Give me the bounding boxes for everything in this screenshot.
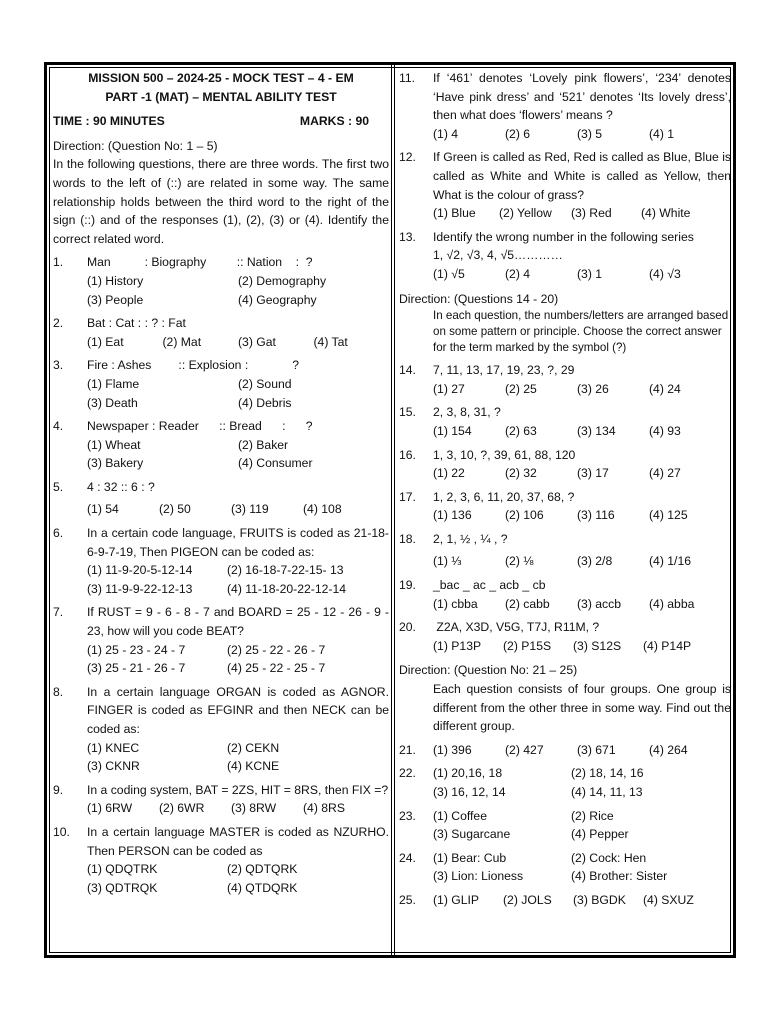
option-4: (4) SXUZ xyxy=(643,892,694,907)
direction-title: Direction: (Question No: 1 – 5) xyxy=(53,138,218,153)
option-1: (1) Wheat xyxy=(87,437,141,452)
option-3: (3) BGDK xyxy=(573,892,626,907)
question-number: 15. xyxy=(399,405,416,420)
question-text: In a certain code language, FRUITS is coded as 21-18-6-9-7-19, Then PIGEON can be coded as: xyxy=(87,526,389,559)
paper-subtitle: PART -1 (MAT) – MENTAL ABILITY TEST xyxy=(105,89,337,104)
question-number: 5. xyxy=(53,479,64,494)
option-2: (2) Mat xyxy=(162,334,202,349)
option-3: (3) 671 xyxy=(577,742,616,757)
time-label: TIME : 90 MINUTES xyxy=(53,114,165,129)
option-1: (1) 396 xyxy=(433,742,472,757)
option-1: (1) 136 xyxy=(433,508,472,523)
option-4: (4) 27 xyxy=(649,466,681,481)
option-2: (2) JOLS xyxy=(503,892,552,907)
direction-14-20 xyxy=(399,290,731,357)
option-3: (3) CKNR xyxy=(87,759,140,774)
option-3: (3) 116 xyxy=(577,508,615,523)
option-2: (2) Baker xyxy=(238,437,289,452)
question-2 xyxy=(53,314,389,351)
option-3: (3) Lion: Lioness xyxy=(433,869,524,884)
direction-1-5 xyxy=(53,137,389,249)
option-3: (3) accb xyxy=(577,596,622,611)
question-number: 4. xyxy=(53,419,64,434)
option-1: (1) 27 xyxy=(433,381,465,396)
question-number: 24. xyxy=(399,850,416,865)
question-text: Bat : Cat : : ? : Fat xyxy=(87,316,186,331)
option-4: (4) 24 xyxy=(649,381,681,396)
question-11 xyxy=(399,69,731,143)
question-number: 6. xyxy=(53,526,64,541)
option-2: (2) cabb xyxy=(505,596,550,611)
question-17 xyxy=(399,488,731,525)
question-number: 21. xyxy=(399,742,416,757)
option-1: (1) 25 - 23 - 24 - 7 xyxy=(87,642,186,657)
question-number: 18. xyxy=(399,531,416,546)
question-9 xyxy=(53,781,389,818)
option-1: (1) 11-9-20-5-12-14 xyxy=(87,563,193,578)
question-number: 7. xyxy=(53,605,64,620)
question-6 xyxy=(53,524,389,598)
option-3: (3) 11-9-9-22-12-13 xyxy=(87,581,193,596)
option-4: (4) 264 xyxy=(649,742,688,757)
option-3: (3) 1 xyxy=(577,266,603,281)
question-number: 13. xyxy=(399,229,416,244)
question-5 xyxy=(53,478,389,519)
option-1: (1) 6RW xyxy=(87,801,133,816)
option-1: (1) History xyxy=(87,273,144,288)
option-4: (4) 14, 11, 13 xyxy=(571,785,643,799)
option-4: (4) 1/16 xyxy=(649,554,692,569)
direction-title: Direction: (Questions 14 - 20) xyxy=(399,291,559,306)
question-text: If Green is called as Red, Red is called as Blue, Blue is called as White and White is called as Yellow, then What is the colour of grass? xyxy=(433,150,731,202)
option-4: (4) Consumer xyxy=(238,456,313,471)
option-3: (3) 134 xyxy=(577,423,616,438)
question-text: _bac _ ac _ acb _ cb xyxy=(433,578,546,593)
option-1: (1) Bear: Cub xyxy=(433,850,507,865)
option-3: (3) Gat xyxy=(238,334,276,349)
question-number: 19. xyxy=(399,578,416,593)
option-2: (2) Sound xyxy=(238,376,292,391)
option-1: (1) P13P xyxy=(433,638,482,653)
option-2: (2) 18, 14, 16 xyxy=(571,766,644,781)
option-3: (3) 5 xyxy=(577,126,603,141)
question-25 xyxy=(399,891,731,910)
question-4 xyxy=(53,417,389,473)
question-text: If ‘461’ denotes ‘Lovely pink flowers’, ‘234’ denotes ‘Have pink dress’ and ‘521’ denotes ‘Its lovely dress’, then what does ‘flowers’ means ? xyxy=(433,71,731,123)
question-text: 2, 1, ½ , ¼ , ? xyxy=(433,531,508,546)
option-1: (1) 22 xyxy=(433,466,465,481)
option-2: (2) 6WR xyxy=(159,801,205,816)
paper-title: MISSION 500 – 2024-25 - MOCK TEST – 4 - EM xyxy=(88,71,354,85)
right-column xyxy=(399,69,731,910)
question-12 xyxy=(399,148,731,222)
question-21 xyxy=(399,741,731,760)
question-number: 22. xyxy=(399,766,416,781)
option-4: (4) 11-18-20-22-12-14 xyxy=(227,581,347,596)
option-2: (2) 427 xyxy=(505,742,544,757)
option-2: (2) 4 xyxy=(505,266,531,281)
option-2: (2) 6 xyxy=(505,126,531,141)
question-14 xyxy=(399,361,731,398)
question-1 xyxy=(53,253,389,309)
question-number: 23. xyxy=(399,808,416,823)
option-3: (3) 16, 12, 14 xyxy=(433,785,506,799)
option-4: (4) Pepper xyxy=(571,827,629,842)
left-column xyxy=(53,69,389,897)
question-number: 11. xyxy=(399,71,416,85)
option-3: (3) QDTRQK xyxy=(87,880,158,895)
question-text: Man : Biography :: Nation : ? xyxy=(87,255,313,270)
direction-text: In each question, the numbers/letters are arranged based on some pattern or principle. Choose the correct answer for the term marked by the symbol (?) xyxy=(433,309,729,355)
option-4: (4) 1 xyxy=(649,126,675,141)
option-1: (1) GLIP xyxy=(433,892,480,907)
option-2: (2) Cock: Hen xyxy=(571,850,647,865)
question-23 xyxy=(399,807,731,844)
question-20 xyxy=(399,618,731,655)
option-3: (3) Red xyxy=(571,206,612,221)
marks-label: MARKS : 90 xyxy=(299,114,369,129)
option-2: (2) 50 xyxy=(159,502,191,517)
question-text: Newspaper : Reader :: Bread : ? xyxy=(87,419,313,434)
question-text: 1, 2, 3, 6, 11, 20, 37, 68, ? xyxy=(433,489,575,504)
option-2: (2) 16-18-7-22-15- 13 xyxy=(227,563,344,578)
option-3: (3) 2/8 xyxy=(577,554,613,569)
option-1: (1) ⅓ xyxy=(433,554,462,569)
option-2: (2) Yellow xyxy=(499,206,552,221)
question-number: 3. xyxy=(53,358,64,373)
option-4: (4) P14P xyxy=(643,638,692,653)
option-1: (1) 4 xyxy=(433,126,459,141)
option-1: (1) 54 xyxy=(87,502,119,517)
option-3: (3) 119 xyxy=(231,502,269,517)
direction-21-25 xyxy=(399,661,731,735)
option-2: (2) ⅛ xyxy=(505,554,534,569)
question-3 xyxy=(53,356,389,412)
option-2: (2) 25 xyxy=(505,381,537,396)
option-3: (3) 8RW xyxy=(231,801,277,816)
option-4: (4) 125 xyxy=(649,508,688,523)
option-4: (4) White xyxy=(641,206,691,221)
question-number: 25. xyxy=(399,892,416,907)
option-3: (3) S12S xyxy=(573,638,622,653)
question-text: 7, 11, 13, 17, 19, 23, ?, 29 xyxy=(433,363,575,378)
option-4: (4) abba xyxy=(649,596,695,611)
option-4: (4) 108 xyxy=(303,502,342,517)
question-text: 2, 3, 8, 31, ? xyxy=(433,405,501,420)
question-8 xyxy=(53,683,389,776)
option-2: (2) QDTQRK xyxy=(227,862,298,877)
series-text: 1, √2, √3, 4, √5………… xyxy=(433,248,563,263)
question-text: In a certain language ORGAN is coded as AGNOR. FINGER is coded as EFGINR and then NECK can be coded as: xyxy=(87,684,389,736)
question-text: Fire : Ashes :: Explosion : ? xyxy=(87,358,300,373)
question-number: 20. xyxy=(399,620,416,635)
option-3: (3) Death xyxy=(87,395,138,410)
option-3: (3) People xyxy=(87,292,144,307)
option-2: (2) Demography xyxy=(238,273,327,288)
option-3: (3) 26 xyxy=(577,381,609,396)
option-2: (2) 63 xyxy=(505,423,537,438)
question-18 xyxy=(399,530,731,571)
option-4: (4) Brother: Sister xyxy=(571,869,668,884)
time-marks-row xyxy=(53,112,389,131)
option-1: (1) 154 xyxy=(433,423,472,438)
question-number: 16. xyxy=(399,447,416,462)
question-number: 10. xyxy=(53,824,70,839)
option-4: (4) Debris xyxy=(238,395,292,410)
question-number: 1. xyxy=(53,255,64,270)
option-4: (4) Tat xyxy=(313,334,348,349)
option-4: (4) 8RS xyxy=(303,801,345,816)
question-text: 1, 3, 10, ?, 39, 61, 88, 120 xyxy=(433,447,576,462)
direction-title: Direction: (Question No: 21 – 25) xyxy=(399,663,578,678)
question-22 xyxy=(399,764,731,801)
option-2: (2) Rice xyxy=(571,808,614,823)
column-divider xyxy=(391,65,392,955)
question-number: 14. xyxy=(399,363,416,378)
option-1: (1) Eat xyxy=(87,334,124,349)
question-number: 8. xyxy=(53,684,64,699)
option-4: (4) Geography xyxy=(238,292,317,307)
option-4: (4) 93 xyxy=(649,423,681,438)
question-text: In a coding system, BAT = 2ZS, HIT = 8RS, then FIX =? xyxy=(87,782,389,797)
question-24 xyxy=(399,849,731,886)
option-3: (3) 25 - 21 - 26 - 7 xyxy=(87,661,186,676)
question-10 xyxy=(53,823,389,897)
option-2: (2) 106 xyxy=(505,508,544,523)
option-4: (4) QTDQRK xyxy=(227,880,298,895)
question-text: Identify the wrong number in the following series xyxy=(433,229,694,244)
option-1: (1) Blue xyxy=(433,206,476,221)
option-1: (1) cbba xyxy=(433,596,478,611)
question-paper-frame xyxy=(44,62,736,958)
option-1: (1) Coffee xyxy=(433,808,487,823)
option-1: (1) KNEC xyxy=(87,740,140,755)
option-4: (4) √3 xyxy=(649,266,681,281)
question-19 xyxy=(399,576,731,613)
question-text: If RUST = 9 - 6 - 8 - 7 and BOARD = 25 - 12 - 26 - 9 - 23, how will you code BEAT? xyxy=(87,605,389,639)
question-7 xyxy=(53,603,389,677)
option-2: (2) CEKN xyxy=(227,740,280,755)
option-1: (1) √5 xyxy=(433,266,465,281)
column-divider-secondary xyxy=(394,65,395,955)
question-16 xyxy=(399,446,731,483)
question-text: Z2A, X3D, V5G, T7J, R11M, ? xyxy=(433,620,600,635)
option-3: (3) Sugarcane xyxy=(433,827,511,842)
option-3: (3) 17 xyxy=(577,466,609,481)
option-2: (2) 25 - 22 - 26 - 7 xyxy=(227,642,326,657)
question-text: In a certain language MASTER is coded as NZURHO. Then PERSON can be coded as xyxy=(87,824,389,858)
question-text: 4 : 32 :: 6 : ? xyxy=(87,479,155,494)
option-4: (4) 25 - 22 - 25 - 7 xyxy=(227,661,326,676)
option-2: (2) 32 xyxy=(505,466,537,481)
question-number: 9. xyxy=(53,782,64,797)
question-number: 2. xyxy=(53,316,64,331)
question-number: 12. xyxy=(399,150,416,165)
direction-text: Each question consists of four groups. One group is different from the other three in some way. Find out the different group. xyxy=(433,682,731,734)
option-3: (3) Bakery xyxy=(87,456,144,471)
direction-text: In the following questions, there are three words. The first two words to the left of (::) are related in some way. The same relationship holds between the third word to the right of the sign (::) and of the responses (1), (2), (3) or (4). Identify the correct related word. xyxy=(53,157,389,246)
option-4: (4) KCNE xyxy=(227,759,280,774)
question-13 xyxy=(399,228,731,284)
option-1: (1) 20,16, 18 xyxy=(433,766,503,781)
option-1: (1) Flame xyxy=(87,376,140,391)
question-15 xyxy=(399,403,731,440)
option-2: (2) P15S xyxy=(503,638,552,653)
option-1: (1) QDQTRK xyxy=(87,862,158,877)
question-number: 17. xyxy=(399,489,416,504)
